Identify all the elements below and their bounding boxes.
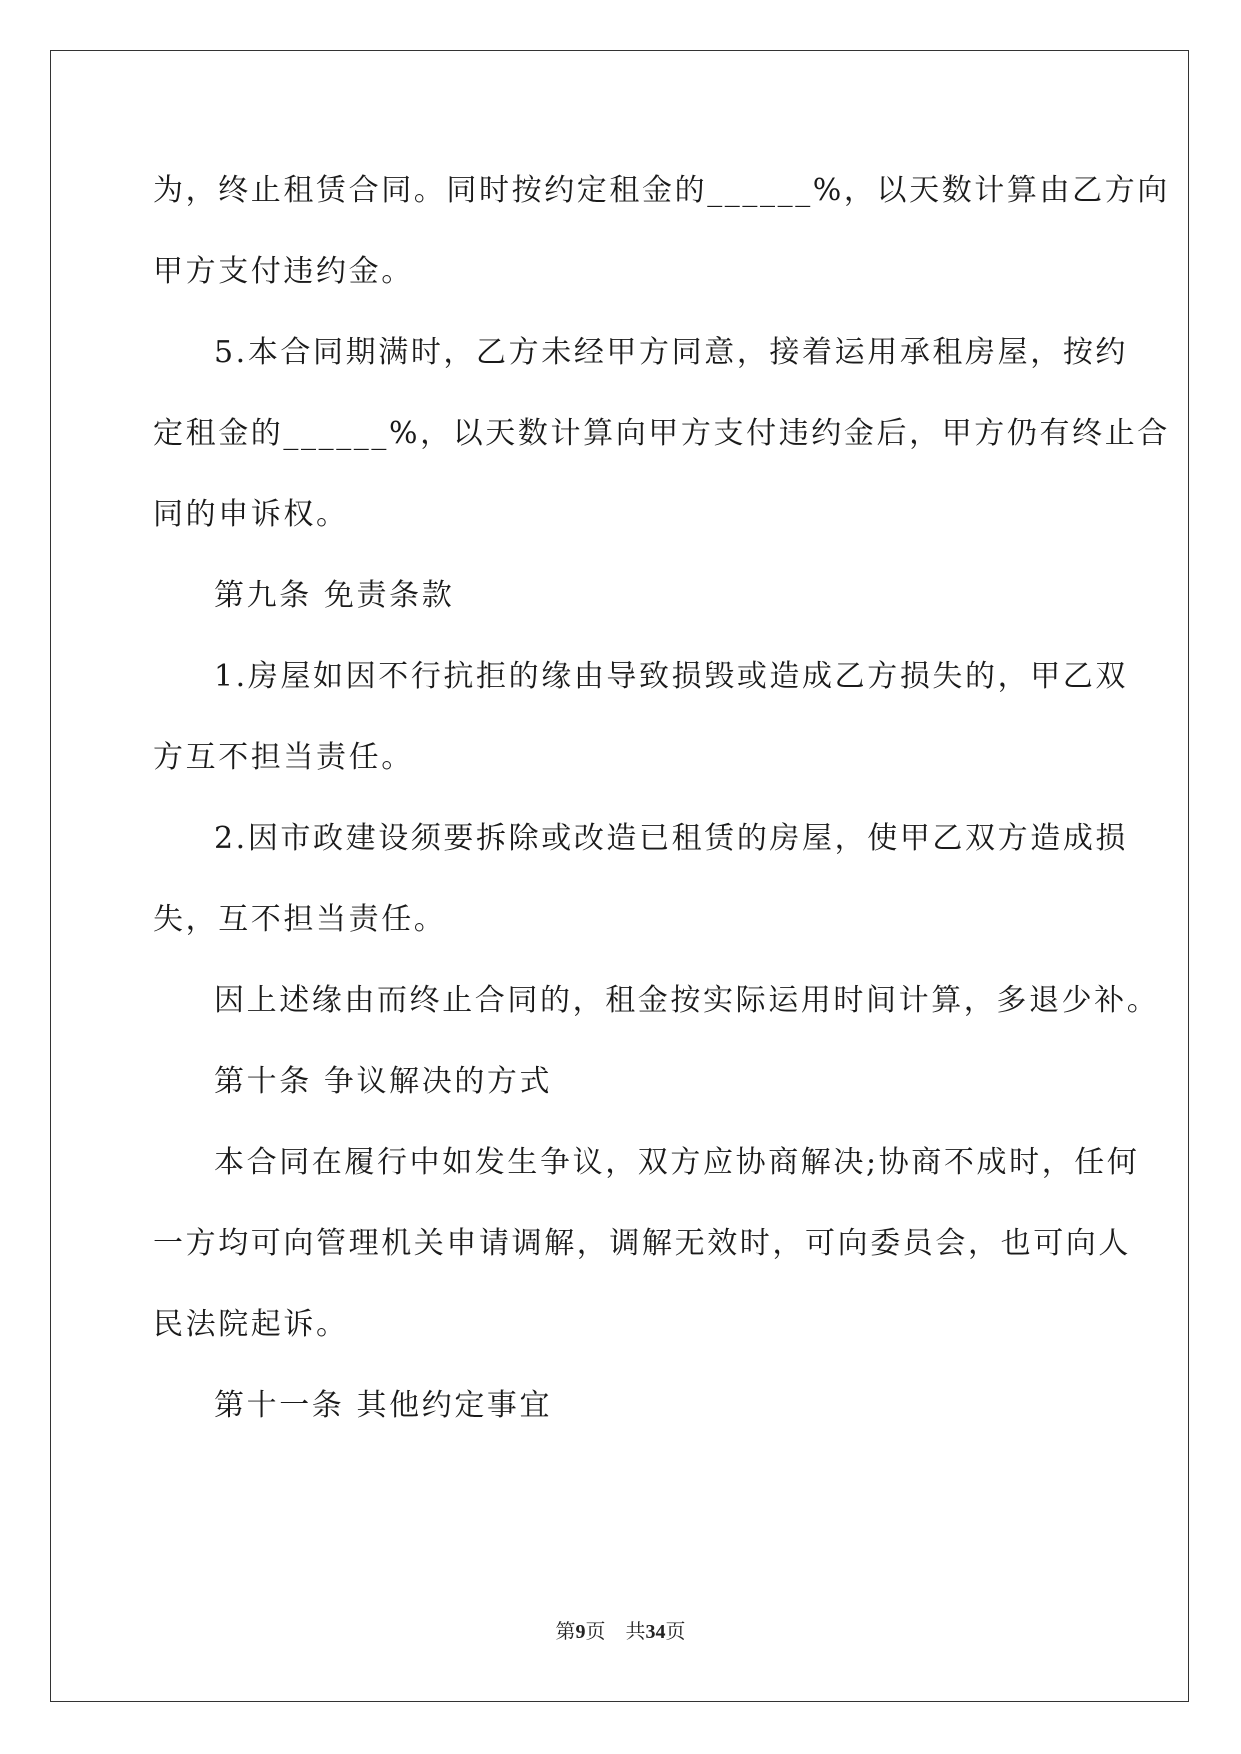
- text-line: 因上述缘由而终止合同的，租金按实际运用时间计算，多退少补。: [214, 983, 1160, 1018]
- page-number: 9: [575, 1621, 586, 1643]
- text-line: 方互不担当责任。: [153, 740, 414, 775]
- section-heading: 第十条 争议解决的方式: [214, 1064, 553, 1099]
- text-line: 甲方支付违约金。: [153, 254, 414, 289]
- section-heading: 第十一条 其他约定事宜: [214, 1388, 553, 1423]
- text-line: 为，终止租赁合同。同时按约定租金的______%，以天数计算由乙方向: [153, 173, 1170, 208]
- total-label-prefix: 共: [625, 1619, 646, 1643]
- text-line: 2.因市政建设须要拆除或改造已租赁的房屋，使甲乙双方造成损: [214, 821, 1129, 856]
- text-line: 1.房屋如因不行抗拒的缘由导致损毁或造成乙方损失的，甲乙双: [214, 659, 1129, 694]
- page-label-prefix: 第: [555, 1619, 576, 1643]
- text-line: 一方均可向管理机关申请调解，调解无效时，可向委员会，也可向人: [153, 1226, 1131, 1261]
- text-line: 5.本合同期满时，乙方未经甲方同意，接着运用承租房屋，按约: [214, 335, 1129, 370]
- page-footer: [0, 1619, 1241, 1644]
- total-pages: 34: [645, 1621, 666, 1643]
- text-line: 定租金的______%，以天数计算向甲方支付违约金后，甲方仍有终止合: [153, 416, 1170, 451]
- text-line: 同的申诉权。: [153, 497, 349, 532]
- text-line: 本合同在履行中如发生争议，双方应协商解决;协商不成时，任何: [214, 1145, 1140, 1180]
- page-border: [50, 50, 1189, 1702]
- page-label-suffix: 页: [585, 1619, 606, 1643]
- total-label-suffix: 页: [665, 1619, 686, 1643]
- section-heading: 第九条 免责条款: [214, 578, 455, 613]
- text-line: 失，互不担当责任。: [153, 902, 447, 937]
- text-line: 民法院起诉。: [153, 1307, 349, 1342]
